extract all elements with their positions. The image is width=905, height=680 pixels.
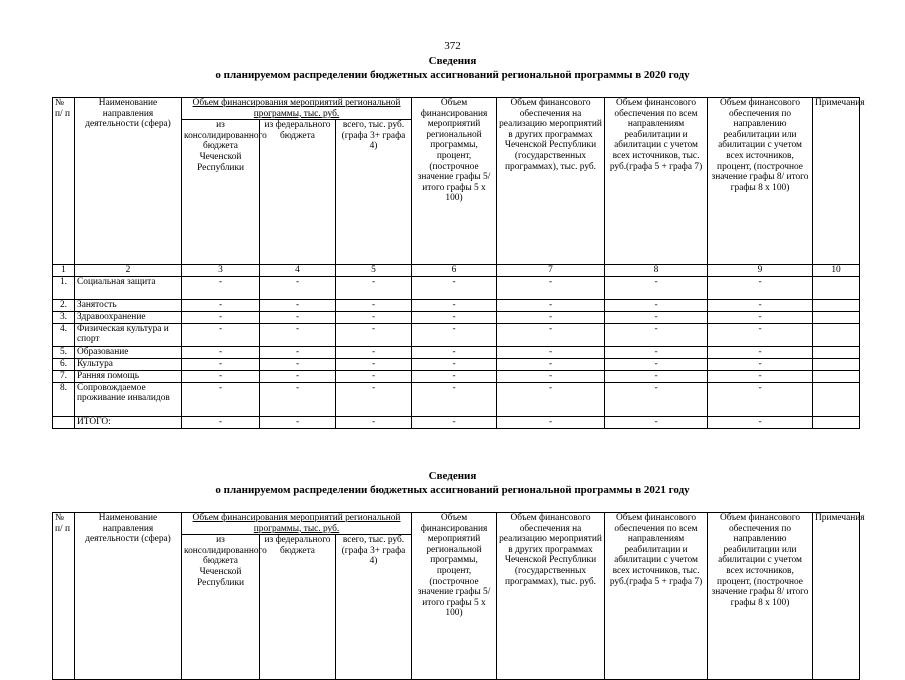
- header-num: № п/ п: [53, 98, 75, 265]
- row-value: -: [497, 358, 605, 370]
- row-value: -: [708, 311, 813, 323]
- row-value: -: [260, 323, 336, 346]
- row-value: -: [497, 299, 605, 311]
- row-value: -: [412, 311, 497, 323]
- header-col3: из консолидированного бюджета Чеченской Республики: [182, 120, 260, 265]
- row-value: -: [336, 311, 412, 323]
- header-col10: Примечания: [813, 98, 860, 265]
- row-name: Здравоохранение: [75, 311, 182, 323]
- row-value: -: [336, 358, 412, 370]
- row-value: -: [708, 323, 813, 346]
- header-col7: Объем финансового обеспечения на реализацию мероприятий в других программах Чеченской Республики (государственных программах), тыс. руб.: [497, 98, 605, 265]
- row-name: Образование: [75, 346, 182, 358]
- row-value: -: [336, 276, 412, 299]
- section1-subtitle: о планируемом распределении бюджетных ассигнований региональной программы в 2020 году: [215, 69, 690, 81]
- row-name: Социальная защита: [75, 276, 182, 299]
- row-name: ИТОГО:: [75, 416, 182, 428]
- row-value: -: [182, 370, 260, 382]
- row-value: -: [182, 311, 260, 323]
- row-value: -: [412, 299, 497, 311]
- header-col4: из федерального бюджета: [260, 120, 336, 265]
- row-value: -: [336, 416, 412, 428]
- colnum-cell: 2: [75, 265, 182, 277]
- row-value: -: [605, 311, 708, 323]
- row-value: -: [708, 370, 813, 382]
- header-col9: Объем финансового обеспечения по направлению реабилитации или абилитации с учетом всех источников, процент, (построчное значение графы 8/ итого графы 8 х 100): [708, 513, 813, 680]
- row-value: -: [605, 382, 708, 416]
- row-value: -: [182, 299, 260, 311]
- row-value: -: [497, 416, 605, 428]
- allocation-table-2021: [52, 512, 865, 680]
- row-value: -: [182, 276, 260, 299]
- row-num: 6.: [53, 358, 75, 370]
- section1-title: Сведения: [428, 55, 477, 67]
- header-col8: Объем финансового обеспечения по всем направлениям реабилитации и абилитации с учетом всех источников, тыс. руб.(графа 5 + графа 7): [605, 98, 708, 265]
- row-value: -: [182, 346, 260, 358]
- row-num: 2.: [53, 299, 75, 311]
- colnum-cell: 5: [336, 265, 412, 277]
- header-col3: из консолидированного бюджета Чеченской Республики: [182, 535, 260, 680]
- header-col10: Примечания: [813, 513, 860, 680]
- row-value: -: [182, 323, 260, 346]
- row-value: -: [497, 382, 605, 416]
- row-value: -: [605, 416, 708, 428]
- row-value: -: [260, 346, 336, 358]
- row-value: -: [260, 370, 336, 382]
- row-value: -: [605, 346, 708, 358]
- row-value: -: [605, 370, 708, 382]
- row-value: -: [182, 382, 260, 416]
- page-number: 372: [444, 40, 461, 52]
- row-value: -: [497, 346, 605, 358]
- row-num: 7.: [53, 370, 75, 382]
- header-funding-group: Объем финансирования мероприятий региональной программы, тыс. руб.: [182, 513, 412, 535]
- colnum-cell: 1: [53, 265, 75, 277]
- header-col9: Объем финансового обеспечения по направлению реабилитации или абилитации с учетом всех источников, процент, (построчное значение графы 8/ итого графы 8 х 100): [708, 98, 813, 265]
- row-value: -: [412, 370, 497, 382]
- row-value: -: [605, 358, 708, 370]
- row-value: -: [412, 358, 497, 370]
- row-value: -: [260, 416, 336, 428]
- colnum-cell: 3: [182, 265, 260, 277]
- row-value: -: [336, 323, 412, 346]
- header-name: Наименование направления деятельности (сфера): [75, 98, 182, 265]
- row-value: -: [708, 416, 813, 428]
- row-value: -: [497, 276, 605, 299]
- row-value: -: [708, 346, 813, 358]
- section2-title: Сведения: [428, 470, 477, 482]
- colnum-cell: 7: [497, 265, 605, 277]
- row-value: -: [708, 382, 813, 416]
- row-value: -: [708, 276, 813, 299]
- row-num: 4.: [53, 323, 75, 346]
- row-name: Занятость: [75, 299, 182, 311]
- row-value: -: [605, 299, 708, 311]
- row-value: -: [412, 323, 497, 346]
- row-num: 1.: [53, 276, 75, 299]
- row-value: -: [182, 416, 260, 428]
- header-col6: Объем финансирования мероприятий региональной программы, процент, (построчное значение графы 5/ итого графы 5 х 100): [412, 98, 497, 265]
- row-num: 8.: [53, 382, 75, 416]
- row-value: -: [260, 382, 336, 416]
- row-value: -: [497, 370, 605, 382]
- row-value: -: [260, 358, 336, 370]
- row-value: -: [260, 276, 336, 299]
- row-value: -: [605, 276, 708, 299]
- header-col5: всего, тыс. руб. (графа 3+ графа 4): [336, 120, 412, 265]
- row-value: -: [412, 416, 497, 428]
- row-num: 3.: [53, 311, 75, 323]
- header-col4: из федерального бюджета: [260, 535, 336, 680]
- row-name: Сопровождаемое проживание инвалидов: [75, 382, 182, 416]
- row-value: -: [497, 311, 605, 323]
- header-num: № п/ п: [53, 513, 75, 680]
- row-name: Ранняя помощь: [75, 370, 182, 382]
- header-col8: Объем финансового обеспечения по всем направлениям реабилитации и абилитации с учетом всех источников, тыс. руб.(графа 5 + графа 7): [605, 513, 708, 680]
- header-col7: Объем финансового обеспечения на реализацию мероприятий в других программах Чеченской Республики (государственных программах), тыс. руб.: [497, 513, 605, 680]
- row-value: -: [412, 382, 497, 416]
- row-value: -: [708, 358, 813, 370]
- row-value: -: [605, 323, 708, 346]
- row-value: -: [336, 382, 412, 416]
- header-col5: всего, тыс. руб. (графа 3+ графа 4): [336, 535, 412, 680]
- row-value: -: [260, 299, 336, 311]
- row-value: -: [412, 346, 497, 358]
- header-funding-group: Объем финансирования мероприятий региональной программы, тыс. руб.: [182, 98, 412, 120]
- row-value: -: [708, 299, 813, 311]
- colnum-cell: 10: [813, 265, 860, 277]
- section2-subtitle: о планируемом распределении бюджетных ассигнований региональной программы в 2021 году: [215, 484, 690, 496]
- row-value: -: [336, 346, 412, 358]
- header-col6: Объем финансирования мероприятий региональной программы, процент, (построчное значение графы 5/ итого графы 5 х 100): [412, 513, 497, 680]
- colnum-cell: 9: [708, 265, 813, 277]
- row-value: -: [412, 276, 497, 299]
- row-value: -: [336, 370, 412, 382]
- colnum-cell: 4: [260, 265, 336, 277]
- colnum-cell: 6: [412, 265, 497, 277]
- row-value: -: [497, 323, 605, 346]
- row-value: -: [260, 311, 336, 323]
- row-value: -: [182, 358, 260, 370]
- row-num: 5.: [53, 346, 75, 358]
- row-name: Культура: [75, 358, 182, 370]
- header-name: Наименование направления деятельности (сфера): [75, 513, 182, 680]
- row-name: Физическая культура и спорт: [75, 323, 182, 346]
- colnum-cell: 8: [605, 265, 708, 277]
- row-value: -: [336, 299, 412, 311]
